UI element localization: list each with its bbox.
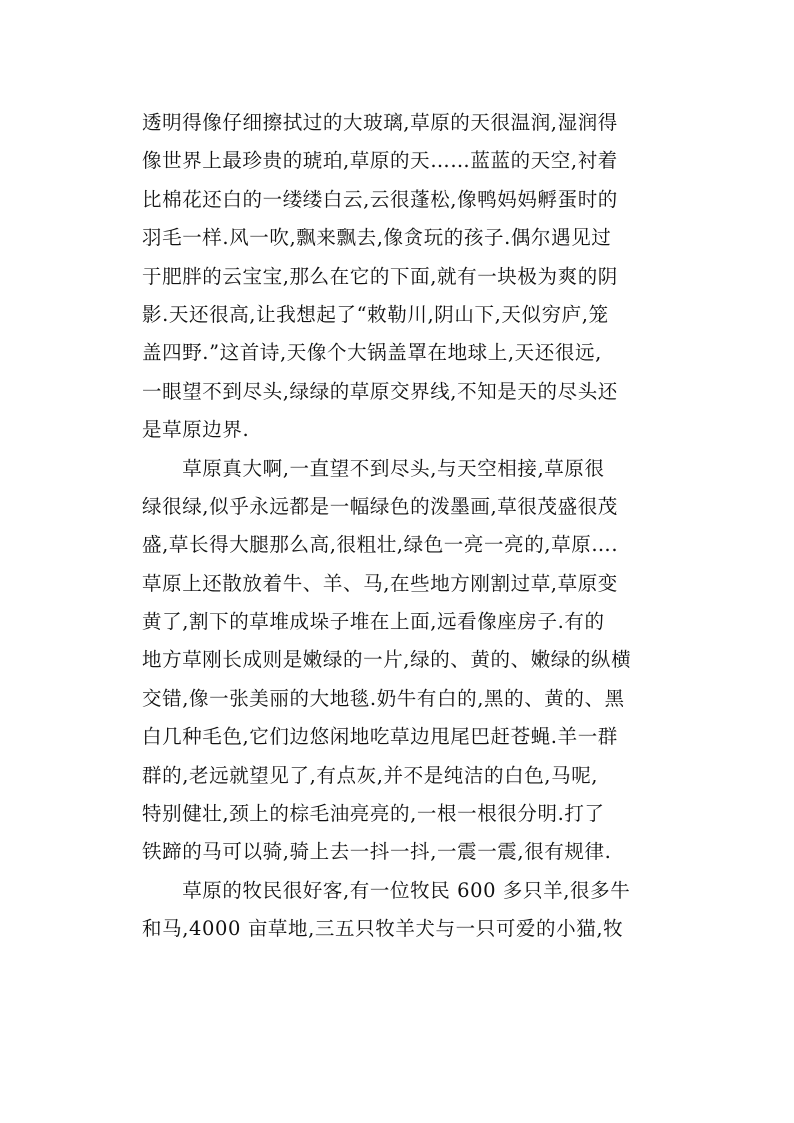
text-line: 白几种毛色,它们边悠闲地吃草边甩尾巴赶苍蝇.羊一群 xyxy=(142,725,618,749)
paragraph-start-line: 草原的牧民很好客,有一位牧民 600 多只羊,很多牛 xyxy=(142,878,631,902)
text-line: 于肥胖的云宝宝,那么在它的下面,就有一块极为爽的阴 xyxy=(142,264,618,288)
text-line: 是草原边界. xyxy=(142,418,250,442)
text-line: 绿很绿,似乎永远都是一幅绿色的泼墨画,草很茂盛很茂 xyxy=(142,494,618,518)
text-line: 黄了,割下的草堆成垛子堆在上面,远看像座房子.有的 xyxy=(142,610,605,634)
text-line: 特别健壮,颈上的棕毛油亮亮的,一根一根很分明.打了 xyxy=(142,802,605,826)
text-line: 一眼望不到尽头,绿绿的草原交界线,不知是天的尽头还 xyxy=(142,379,618,403)
text-line: 群的,老远就望见了,有点灰,并不是纯洁的白色,马呢, xyxy=(142,763,599,787)
text-line: 交错,像一张美丽的大地毯.奶牛有白的,黑的、黄的、黑 xyxy=(142,686,625,710)
text-line: 地方草刚长成则是嫩绿的一片,绿的、黄的、嫩绿的纵横 xyxy=(142,648,632,672)
text-line: 影.天还很高,让我想起了“敕勒川,阴山下,天似穷庐,笼 xyxy=(142,302,609,326)
text-line: 盛,草长得大腿那么高,很粗壮,绿色一亮一亮的,草原…. xyxy=(142,533,619,557)
text-line: 铁蹄的马可以骑,骑上去一抖一抖,一震一震,很有规律. xyxy=(142,840,612,864)
paragraph-start-line: 草原真大啊,一直望不到尽头,与天空相接,草原很 xyxy=(142,456,605,480)
text-line: 和马,4000 亩草地,三五只牧羊犬与一只可爱的小猫,牧 xyxy=(142,917,624,941)
text-line: 盖四野.”这首诗,天像个大锅盖罩在地球上,天还很远, xyxy=(142,341,602,365)
essay-body xyxy=(142,104,662,949)
text-line: 比棉花还白的一缕缕白云,云很蓬松,像鸭妈妈孵蛋时的 xyxy=(142,187,618,211)
text-line: 透明得像仔细擦拭过的大玻璃,草原的天很温润,湿润得 xyxy=(142,111,618,134)
text-line: 羽毛一样.风一吹,飘来飘去,像贪玩的孩子.偶尔遇见过 xyxy=(142,226,612,250)
text-line: 草原上还散放着牛、羊、马,在些地方刚割过草,草原变 xyxy=(142,571,618,595)
text-line: 像世界上最珍贵的琥珀,草原的天……蓝蓝的天空,衬着 xyxy=(142,149,618,173)
